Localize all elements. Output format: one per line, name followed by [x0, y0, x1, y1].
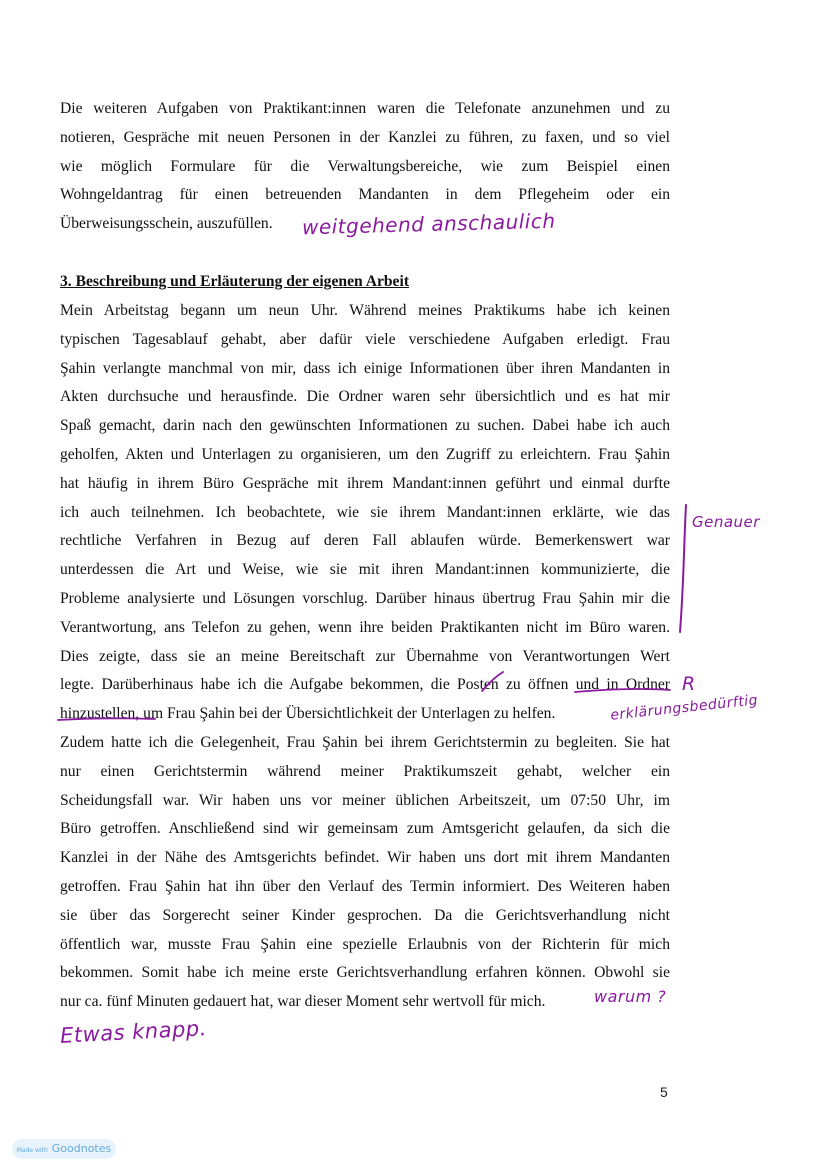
margin-comment: R [682, 673, 696, 695]
paragraph-own-work [60, 297, 670, 1017]
text-line: bekommen. Somit habe ich meine erste Gerichtsverhandlung erfahren können. Obwohl sie [60, 964, 670, 982]
text-line: notieren, Gespräche mit neuen Personen in der Kanzlei zu führen, zu faxen, und so viel [60, 128, 670, 146]
watermark-brand: Goodnotes [51, 1142, 112, 1155]
margin-comment: weitgehend anschaulich [301, 208, 556, 240]
text-line: sie über das Sorgerecht seiner Kinder gesprochen. Da die Gerichtsverhandlung nicht [60, 906, 670, 924]
text-line: Spaß gemacht, darin nach den gewünschten Informationen zu suchen. Dabei habe ich auch [60, 417, 670, 435]
text-line: Akten durchsuche und herausfinde. Die Ordner waren sehr übersichtlich und es hat mir [60, 388, 670, 406]
text-line: Scheidungsfall war. Wir haben uns vor meiner üblichen Arbeitszeit, um 07:50 Uhr, im [60, 791, 670, 809]
text-line: ich auch teilnehmen. Ich beobachtete, wie sie ihrem Mandant:innen erklärte, wie das [60, 503, 670, 521]
text-line: geholfen, Akten und Unterlagen zu organisieren, um den Zugriff zu erleichtern. Frau Şahin [60, 445, 670, 463]
text-line: nur einen Gerichtstermin während meiner Praktikumszeit gehabt, welcher ein [60, 762, 670, 780]
section-heading: 3. Beschreibung und Erläuterung der eigenen Arbeit [60, 273, 410, 290]
text-line: Şahin verlangte manchmal von mir, dass ich einige Informationen über ihren Mandanten in [60, 359, 670, 377]
text-line: unterdessen die Art und Weise, wie sie mit ihren Mandant:innen kommunizierte, die [60, 561, 670, 579]
margin-bracket-mark [680, 505, 686, 632]
margin-comment: warum ? [594, 987, 667, 1006]
text-line: Probleme analysierte und Lösungen vorschlug. Darüber hinaus übertrug Frau Şahin mir die [60, 589, 670, 607]
text-line: getroffen. Frau Şahin hat ihn über den Verlauf des Termin informiert. Des Weiteren haben [60, 877, 670, 895]
margin-comment: Etwas knapp. [59, 1016, 208, 1048]
text-line: Überweisungsschein, auszufüllen. [60, 215, 273, 233]
text-line: wie möglich Formulare für die Verwaltungsbereiche, wie zum Beispiel einen [60, 157, 670, 175]
text-line: legte. Darüberhinaus habe ich die Aufgabe bekommen, die Posten zu öffnen und in Ordner [60, 676, 670, 694]
text-line: Kanzlei in der Nähe des Amtsgerichts befindet. Wir haben uns dort mit ihrem Mandanten [60, 849, 670, 867]
margin-comment: Genauer [692, 513, 760, 531]
text-line: hinzustellen, um Frau Şahin bei der Übersichtlichkeit der Unterlagen zu helfen. [60, 705, 556, 723]
text-line: typischen Tagesablauf gehabt, aber dafür viele verschiedene Aufgaben erledigt. Frau [60, 330, 670, 348]
text-line: Wohngeldantrag für einen betreuenden Mandanten in dem Pflegeheim oder ein [60, 186, 670, 204]
text-line: Zudem hatte ich die Gelegenheit, Frau Şahin bei ihrem Gerichtstermin zu begleiten. Sie hat [60, 733, 670, 751]
watermark-prefix: Made with [16, 1147, 48, 1154]
text-line: Dies zeigte, dass sie an meine Bereitschaft zur Übernahme von Verantwortungen Wert [60, 647, 670, 665]
text-line: Verantwortung, ans Telefon zu gehen, wenn ihre beiden Praktikanten nicht im Büro waren. [60, 618, 670, 636]
text-line: hat häufig in ihrem Büro Gespräche mit ihrem Mandant:innen geführt und einmal durfte [60, 474, 670, 492]
text-line: Büro getroffen. Anschließend sind wir gemeinsam zum Amtsgericht gelaufen, da sich die [60, 820, 670, 838]
text-line: rechtliche Verfahren in Bezug auf deren Fall ablaufen würde. Bemerkenswert war [60, 532, 670, 550]
margin-comment: erklärungsbedürftig [609, 692, 759, 724]
page-number: 5 [660, 1084, 668, 1100]
text-line: öffentlich war, musste Frau Şahin eine spezielle Erlaubnis von der Richterin für mich [60, 935, 670, 953]
text-line: nur ca. fünf Minuten gedauert hat, war dieser Moment sehr wertvoll für mich. [60, 993, 546, 1011]
text-line: Die weiteren Aufgaben von Praktikant:innen waren die Telefonate anzunehmen und zu [60, 100, 670, 117]
text-line: Mein Arbeitstag begann um neun Uhr. Während meines Praktikums habe ich keinen [60, 302, 670, 319]
goodnotes-watermark [12, 1139, 116, 1159]
